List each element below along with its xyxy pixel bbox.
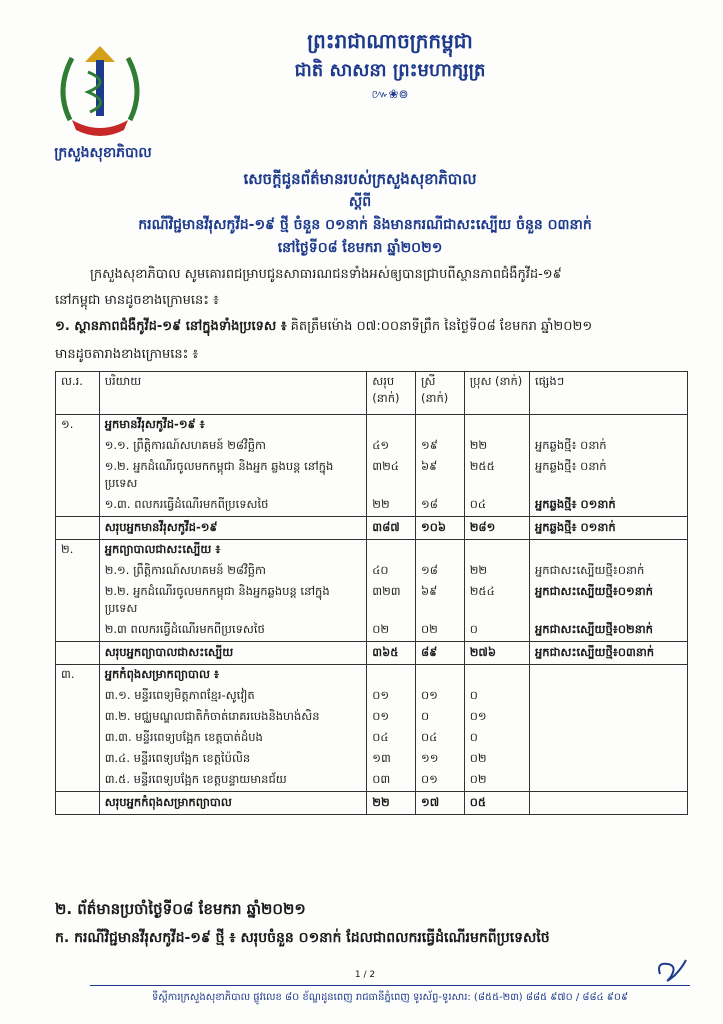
title-line4: នៅថ្ងៃទី០៨ ខែមករា ឆ្នាំ២០២១ (277, 240, 443, 256)
header-total: សរុប (នាក់) (367, 372, 416, 415)
total-desc: សរុបអ្នកកំពុងសម្រាកព្យាបាល (99, 792, 367, 815)
ornament: ៚❀៙ (371, 87, 409, 101)
total-note: អ្នកឆ្លងថ្មី៖ ០១នាក់ (529, 517, 687, 540)
total-female: ១០៦ (416, 517, 465, 540)
row-desc: ២.២. អ្នកដំណើរចូលមកកម្ពុជា និងអ្នកឆ្លងបន្ត នៅក្នុងប្រទេស (99, 582, 367, 620)
table-row (56, 707, 688, 728)
row-total: ៤១ (367, 436, 416, 457)
signature-mark (652, 956, 692, 986)
row-note: អ្នកឆ្លងថ្មី៖ ០១នាក់ (529, 495, 687, 517)
total-total: ៣៦៥ (367, 642, 416, 665)
total-desc: សរុបអ្នកព្យាបាលជាសះស្បើយ (99, 642, 367, 665)
row-no: ២. (56, 540, 100, 562)
row-title: អ្នកកំពុងសម្រាកព្យាបាល ៖ (99, 665, 367, 687)
section2-heading: ២. ព័ត៌មានប្រចាំថ្ងៃទី០៨ ខែមករា ឆ្នាំ២០២១ (55, 900, 306, 918)
row-female: ៦៩ (416, 457, 465, 495)
title-line1: សេចក្ដីជូនព័ត៌មានរបស់ក្រសួងសុខាភិបាល (243, 170, 477, 188)
intro-line1: ក្រសួងសុខាភិបាល សូមគោរពជម្រាបជូនសាធារណជនទាំងអស់ឲ្យបានជ្រាបពីស្ថានភាពជំងឺកូវីដ-១៩ (90, 267, 562, 282)
row-female: ១១ (416, 749, 465, 770)
header-note: ផ្សេងៗ (529, 372, 687, 415)
total-female: ៨៩ (416, 642, 465, 665)
row-note: អ្នកជាសះស្បើយថ្មី៖០នាក់ (529, 561, 687, 582)
total-male: ២៨១ (464, 517, 529, 540)
row-female: ០២ (416, 620, 465, 642)
row-total: ២២ (367, 495, 416, 517)
row-note: អ្នកឆ្លងថ្មី៖ ០នាក់ (529, 436, 687, 457)
total-row (56, 792, 688, 815)
kingdom-motto: ជាតិ សាសនា ព្រះមហាក្សត្រ (294, 60, 486, 81)
section1-title: ១. ស្ថានភាពជំងឺកូវីដ-១៩ នៅក្នុងទាំងប្រទេស ៖ (55, 319, 287, 334)
row-male: ០១ (464, 707, 529, 728)
intro-line2: នៅកម្ពុជា មានដូចខាងក្រោមនេះ ៖ (55, 293, 219, 308)
row-desc: ៣.១. មន្ទីរពេទ្យមិត្តភាពខ្មែរ-សូវៀត (99, 686, 367, 707)
row-male: ២២ (464, 561, 529, 582)
table-row (56, 540, 688, 562)
row-desc: ១.១. ព្រឹត្តិការណ៍សហគមន៍ ២៨វិច្ឆិកា (99, 436, 367, 457)
covid-status-table (55, 371, 688, 815)
total-female: ១៧ (416, 792, 465, 815)
ministry-logo (50, 40, 150, 140)
row-total: ០១ (367, 707, 416, 728)
total-desc: សរុបអ្នកមានវីរុសកូវីដ-១៩ (99, 517, 367, 540)
row-desc: ២.១. ព្រឹត្តិការណ៍សហគមន៍ ២៨វិច្ឆិកា (99, 561, 367, 582)
row-female: ១៨ (416, 561, 465, 582)
row-desc: ៣.៣. មន្ទីរពេទ្យបង្អែក ខេត្តបាត់ដំបង (99, 728, 367, 749)
row-note: អ្នកជាសះស្បើយថ្មី៖០១នាក់ (529, 582, 687, 620)
total-note: អ្នកជាសះស្បើយថ្មី៖០៣នាក់ (529, 642, 687, 665)
row-male: ២២ (464, 436, 529, 457)
total-row (56, 642, 688, 665)
row-total: ០១ (367, 686, 416, 707)
row-female: ៦៩ (416, 582, 465, 620)
row-male: ០២ (464, 770, 529, 792)
row-note: អ្នកឆ្លងថ្មី៖ ០នាក់ (529, 457, 687, 495)
kingdom-title: ព្រះរាជាណាចក្រកម្ពុជា (307, 29, 473, 53)
total-total: ៣៨៧ (367, 517, 416, 540)
total-male: ២៧៦ (464, 642, 529, 665)
row-note: អ្នកជាសះស្បើយថ្មី៖០២នាក់ (529, 620, 687, 642)
page-number: 1 / 2 (354, 970, 376, 980)
section2-item-a: ក. ករណីវិជ្ជមានវីរុសកូវីដ-១៩ ថ្មី ៖ សរុបចំនួន ០១នាក់ ដែលជាពលករធ្វើដំណើរមកពីប្រទេសថៃ (55, 930, 550, 946)
header-no: ល.រ. (56, 372, 100, 415)
row-desc: ២.៣ ពលករធ្វើដំណើរមកពីប្រទេសថៃ (99, 620, 367, 642)
row-male: ០ (464, 620, 529, 642)
row-male: ០ (464, 686, 529, 707)
table-row (56, 749, 688, 770)
row-female: ១៩ (416, 436, 465, 457)
table-row (56, 415, 688, 437)
row-desc: ១.៣. ពលករធ្វើដំណើរមកពីប្រទេសថៃ (99, 495, 367, 517)
section1-text2: មានដូចតារាងខាងក្រោមនេះ ៖ (55, 347, 199, 362)
table-row (56, 457, 688, 495)
row-title: អ្នកមានវីរុសកូវីដ-១៩ ៖ (99, 415, 367, 437)
table-row (56, 582, 688, 620)
table-row (56, 495, 688, 517)
row-female: ០១ (416, 770, 465, 792)
row-desc: ៣.២. មជ្ឈមណ្ឌលជាតិកំចាត់រោគរបេងនិងហង់សិន (99, 707, 367, 728)
table-row (56, 620, 688, 642)
table-row (56, 728, 688, 749)
row-desc: ៣.៤. មន្ទីរពេទ្យបង្អែក ខេត្តប៉ៃលិន (99, 749, 367, 770)
row-total: ១៣ (367, 749, 416, 770)
row-total: ៣២៤ (367, 457, 416, 495)
header-male: ប្រុស (នាក់) (464, 372, 529, 415)
row-female: ០១ (416, 686, 465, 707)
table-row (56, 665, 688, 687)
footer-address: ទីស្តីការក្រសួងសុខាភិបាល ផ្លូវលេខ ៨០ ខ័ណ្ឌដូនពេញ រាជធានីភ្នំពេញ ទូរស័ព្ទ-ទូរសារ: (៨៥៥-២៣) ៨៨៥ ៩៧០ / ៨៨៤ ៩០៩ (151, 992, 629, 1003)
header-female: ស្រី (នាក់) (416, 372, 465, 415)
row-female: ០៤ (416, 728, 465, 749)
total-row (56, 517, 688, 540)
row-desc: ៣.៥. មន្ទីរពេទ្យបង្អែក ខេត្តបន្ទាយមានជ័យ (99, 770, 367, 792)
row-total: ០២ (367, 620, 416, 642)
total-total: ២២ (367, 792, 416, 815)
section1-text: គិតត្រឹមម៉ោង ០៧:០០នាទីព្រឹក នៃថ្ងៃទី០៨ ខែមករា ឆ្នាំ២០២១ (286, 319, 593, 334)
title-line3: ករណីវិជ្ជមានវីរុសកូវីដ-១៩ ថ្មី ចំនួន ០១នាក់ និងមានករណីជាសះស្បើយ ចំនួន ០៣នាក់ (138, 217, 592, 233)
row-female: ១៨ (416, 495, 465, 517)
ministry-name: ក្រសួងសុខាភិបាល (54, 145, 152, 161)
row-no: ៣. (56, 665, 100, 687)
title-line2: ស្ដីពី (348, 194, 372, 210)
table-row (56, 770, 688, 792)
row-title: អ្នកព្យាបាលជាសះស្បើយ ៖ (99, 540, 367, 562)
row-desc: ១.២. អ្នកដំណើរចូលមកកម្ពុជា និងអ្នក ឆ្លងបន្ត នៅក្នុងប្រទេស (99, 457, 367, 495)
row-male: ០ (464, 728, 529, 749)
row-male: ០២ (464, 749, 529, 770)
row-male: ២៥៤ (464, 582, 529, 620)
row-total: ០៤ (367, 728, 416, 749)
table-header-row (56, 372, 688, 415)
row-male: ០៤ (464, 495, 529, 517)
total-male: ០៥ (464, 792, 529, 815)
table-row (56, 436, 688, 457)
row-total: ៤០ (367, 561, 416, 582)
row-total: ០៣ (367, 770, 416, 792)
row-total: ៣២៣ (367, 582, 416, 620)
row-male: ២៥៥ (464, 457, 529, 495)
table-row (56, 686, 688, 707)
row-female: ០ (416, 707, 465, 728)
table-row (56, 561, 688, 582)
row-no: ១. (56, 415, 100, 437)
section1-heading (55, 318, 695, 337)
footer-divider (90, 985, 690, 986)
header-desc: បរិយាយ (99, 372, 367, 415)
